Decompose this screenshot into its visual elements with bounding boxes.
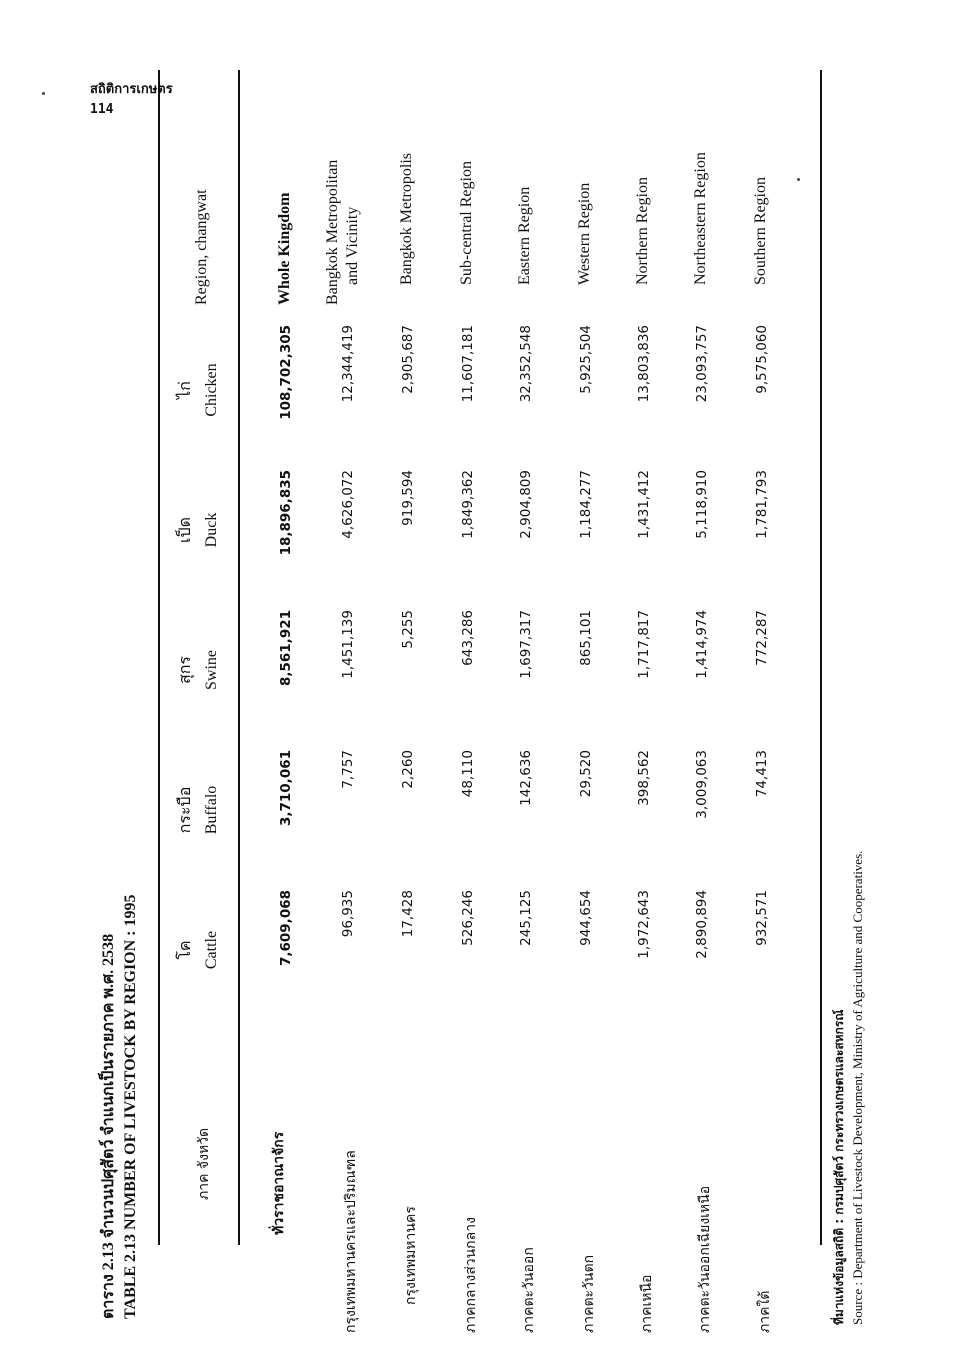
col-header-chicken: Chicken bbox=[203, 363, 220, 417]
cell-swine: 5,255 bbox=[400, 610, 416, 649]
col-header-chicken-thai: ไก่ bbox=[177, 381, 194, 399]
cell-cattle: 96,935 bbox=[340, 890, 356, 938]
row-region-thai: ทั่วราชอาณาจักร bbox=[271, 1131, 287, 1235]
col-header-cattle: Cattle bbox=[203, 930, 220, 970]
col-header-swine-thai: สุกร bbox=[177, 655, 194, 685]
cell-chicken: 23,093,757 bbox=[694, 325, 710, 403]
row-region-english-cont: and Vicinity bbox=[344, 206, 361, 285]
scan-speck bbox=[42, 92, 45, 95]
row-region-english: Northern Region bbox=[634, 177, 651, 285]
running-title: สถิติการเกษตร bbox=[90, 82, 173, 97]
cell-chicken: 5,925,504 bbox=[578, 325, 594, 394]
row-region-thai: ภาคกลางส่วนกลาง bbox=[463, 1217, 479, 1333]
row-region-thai: ภาคเหนือ bbox=[639, 1274, 655, 1333]
cell-swine: 1,717,817 bbox=[636, 610, 652, 679]
header-rule bbox=[238, 70, 240, 1245]
row-region-thai: ภาคตะวันตก bbox=[581, 1254, 597, 1333]
cell-chicken: 2,905,687 bbox=[400, 325, 416, 394]
cell-chicken: 12,344,419 bbox=[340, 325, 356, 403]
cell-chicken: 32,352,548 bbox=[518, 325, 534, 403]
cell-duck: 919,594 bbox=[400, 470, 416, 526]
cell-buffalo: 398,562 bbox=[636, 750, 652, 806]
row-region-english: Bangkok Metropolitan bbox=[324, 159, 341, 305]
row-region-thai: ภาคตะวันออก bbox=[521, 1247, 537, 1333]
row-region-thai: ภาคตะวันออกเฉียงเหนือ bbox=[697, 1185, 713, 1333]
source-note-english: Source : Department of Livestock Development, Ministry of Agriculture and Cooperatives. bbox=[850, 850, 865, 1325]
cell-buffalo: 2,260 bbox=[400, 750, 416, 789]
cell-buffalo: 3,710,061 bbox=[278, 750, 294, 827]
cell-cattle: 932,571 bbox=[754, 890, 770, 946]
row-region-english: Sub-central Region bbox=[458, 161, 475, 285]
cell-buffalo: 74,413 bbox=[754, 750, 770, 798]
col-header-swine: Swine bbox=[203, 650, 220, 690]
table-title-english: TABLE 2.13 NUMBER OF LIVESTOCK BY REGION : 1995 bbox=[122, 894, 139, 1319]
cell-swine: 772,287 bbox=[754, 610, 770, 666]
cell-cattle: 944,654 bbox=[578, 890, 594, 946]
row-region-english: Eastern Region bbox=[516, 186, 533, 285]
cell-cattle: 17,428 bbox=[400, 890, 416, 938]
cell-chicken: 108,702,305 bbox=[278, 325, 294, 420]
cell-cattle: 2,890,894 bbox=[694, 890, 710, 959]
row-region-english: Northeastern Region bbox=[692, 152, 709, 285]
cell-duck: 2,904,809 bbox=[518, 470, 534, 539]
col-header-buffalo: Buffalo bbox=[203, 785, 220, 835]
cell-buffalo: 7,757 bbox=[340, 750, 356, 789]
cell-swine: 865,101 bbox=[578, 610, 594, 666]
cell-buffalo: 142,636 bbox=[518, 750, 534, 806]
page-number: 114 bbox=[90, 102, 114, 117]
row-region-thai: ภาคใต้ bbox=[757, 1290, 773, 1333]
cell-duck: 5,118,910 bbox=[694, 470, 710, 539]
cell-swine: 1,697,317 bbox=[518, 610, 534, 679]
cell-cattle: 1,972,643 bbox=[636, 890, 652, 959]
cell-cattle: 7,609,068 bbox=[278, 890, 294, 967]
col-header-duck: Duck bbox=[203, 512, 220, 548]
bottom-rule bbox=[820, 70, 822, 1245]
col-header-region-english: Region, changwat bbox=[193, 189, 210, 305]
cell-duck: 4,626,072 bbox=[340, 470, 356, 539]
col-header-cattle-thai: โค bbox=[177, 940, 194, 960]
cell-chicken: 13,803,836 bbox=[636, 325, 652, 403]
row-region-english: Western Region bbox=[576, 182, 593, 285]
cell-buffalo: 29,520 bbox=[578, 750, 594, 798]
cell-duck: 18,896,835 bbox=[278, 470, 294, 556]
col-header-duck-thai: เป็ด bbox=[177, 517, 194, 544]
cell-swine: 1,414,974 bbox=[694, 610, 710, 679]
cell-swine: 1,451,139 bbox=[340, 610, 356, 679]
row-region-english: Whole Kingdom bbox=[276, 192, 293, 305]
row-region-english: Southern Region bbox=[752, 177, 769, 285]
row-region-thai: กรุงเทพมหานคร bbox=[403, 1206, 419, 1305]
cell-duck: 1,184,277 bbox=[578, 470, 594, 539]
col-header-buffalo-thai: กระบือ bbox=[177, 786, 194, 834]
cell-cattle: 245,125 bbox=[518, 890, 534, 946]
row-region-thai: กรุงเทพมหานครและปริมณฑล bbox=[343, 1150, 359, 1333]
cell-duck: 1,849,362 bbox=[460, 470, 476, 539]
table-title-thai: ตาราง 2.13 จำนวนปศุสัตว์ จำแนกเป็นรายภาค พ.ศ. 2538 bbox=[100, 933, 117, 1319]
cell-chicken: 9,575,060 bbox=[754, 325, 770, 394]
cell-duck: 1,781,793 bbox=[754, 470, 770, 539]
rotated-table-page bbox=[78, 145, 865, 1333]
cell-swine: 8,561,921 bbox=[278, 610, 294, 687]
row-region-english: Bangkok Metropolis bbox=[398, 153, 415, 285]
col-header-region-thai: ภาค จังหวัด bbox=[196, 1127, 212, 1200]
cell-buffalo: 48,110 bbox=[460, 750, 476, 798]
cell-duck: 1,431,412 bbox=[636, 470, 652, 539]
cell-swine: 643,286 bbox=[460, 610, 476, 666]
source-note-thai: ที่มาแห่งข้อมูลสถิติ : กรมปศุสัตว์ กระทรวงเกษตรและสหกรณ์ bbox=[832, 1009, 846, 1325]
cell-chicken: 11,607,181 bbox=[460, 325, 476, 403]
cell-buffalo: 3,009,063 bbox=[694, 750, 710, 819]
cell-cattle: 526,246 bbox=[460, 890, 476, 946]
top-rule bbox=[158, 70, 160, 1245]
